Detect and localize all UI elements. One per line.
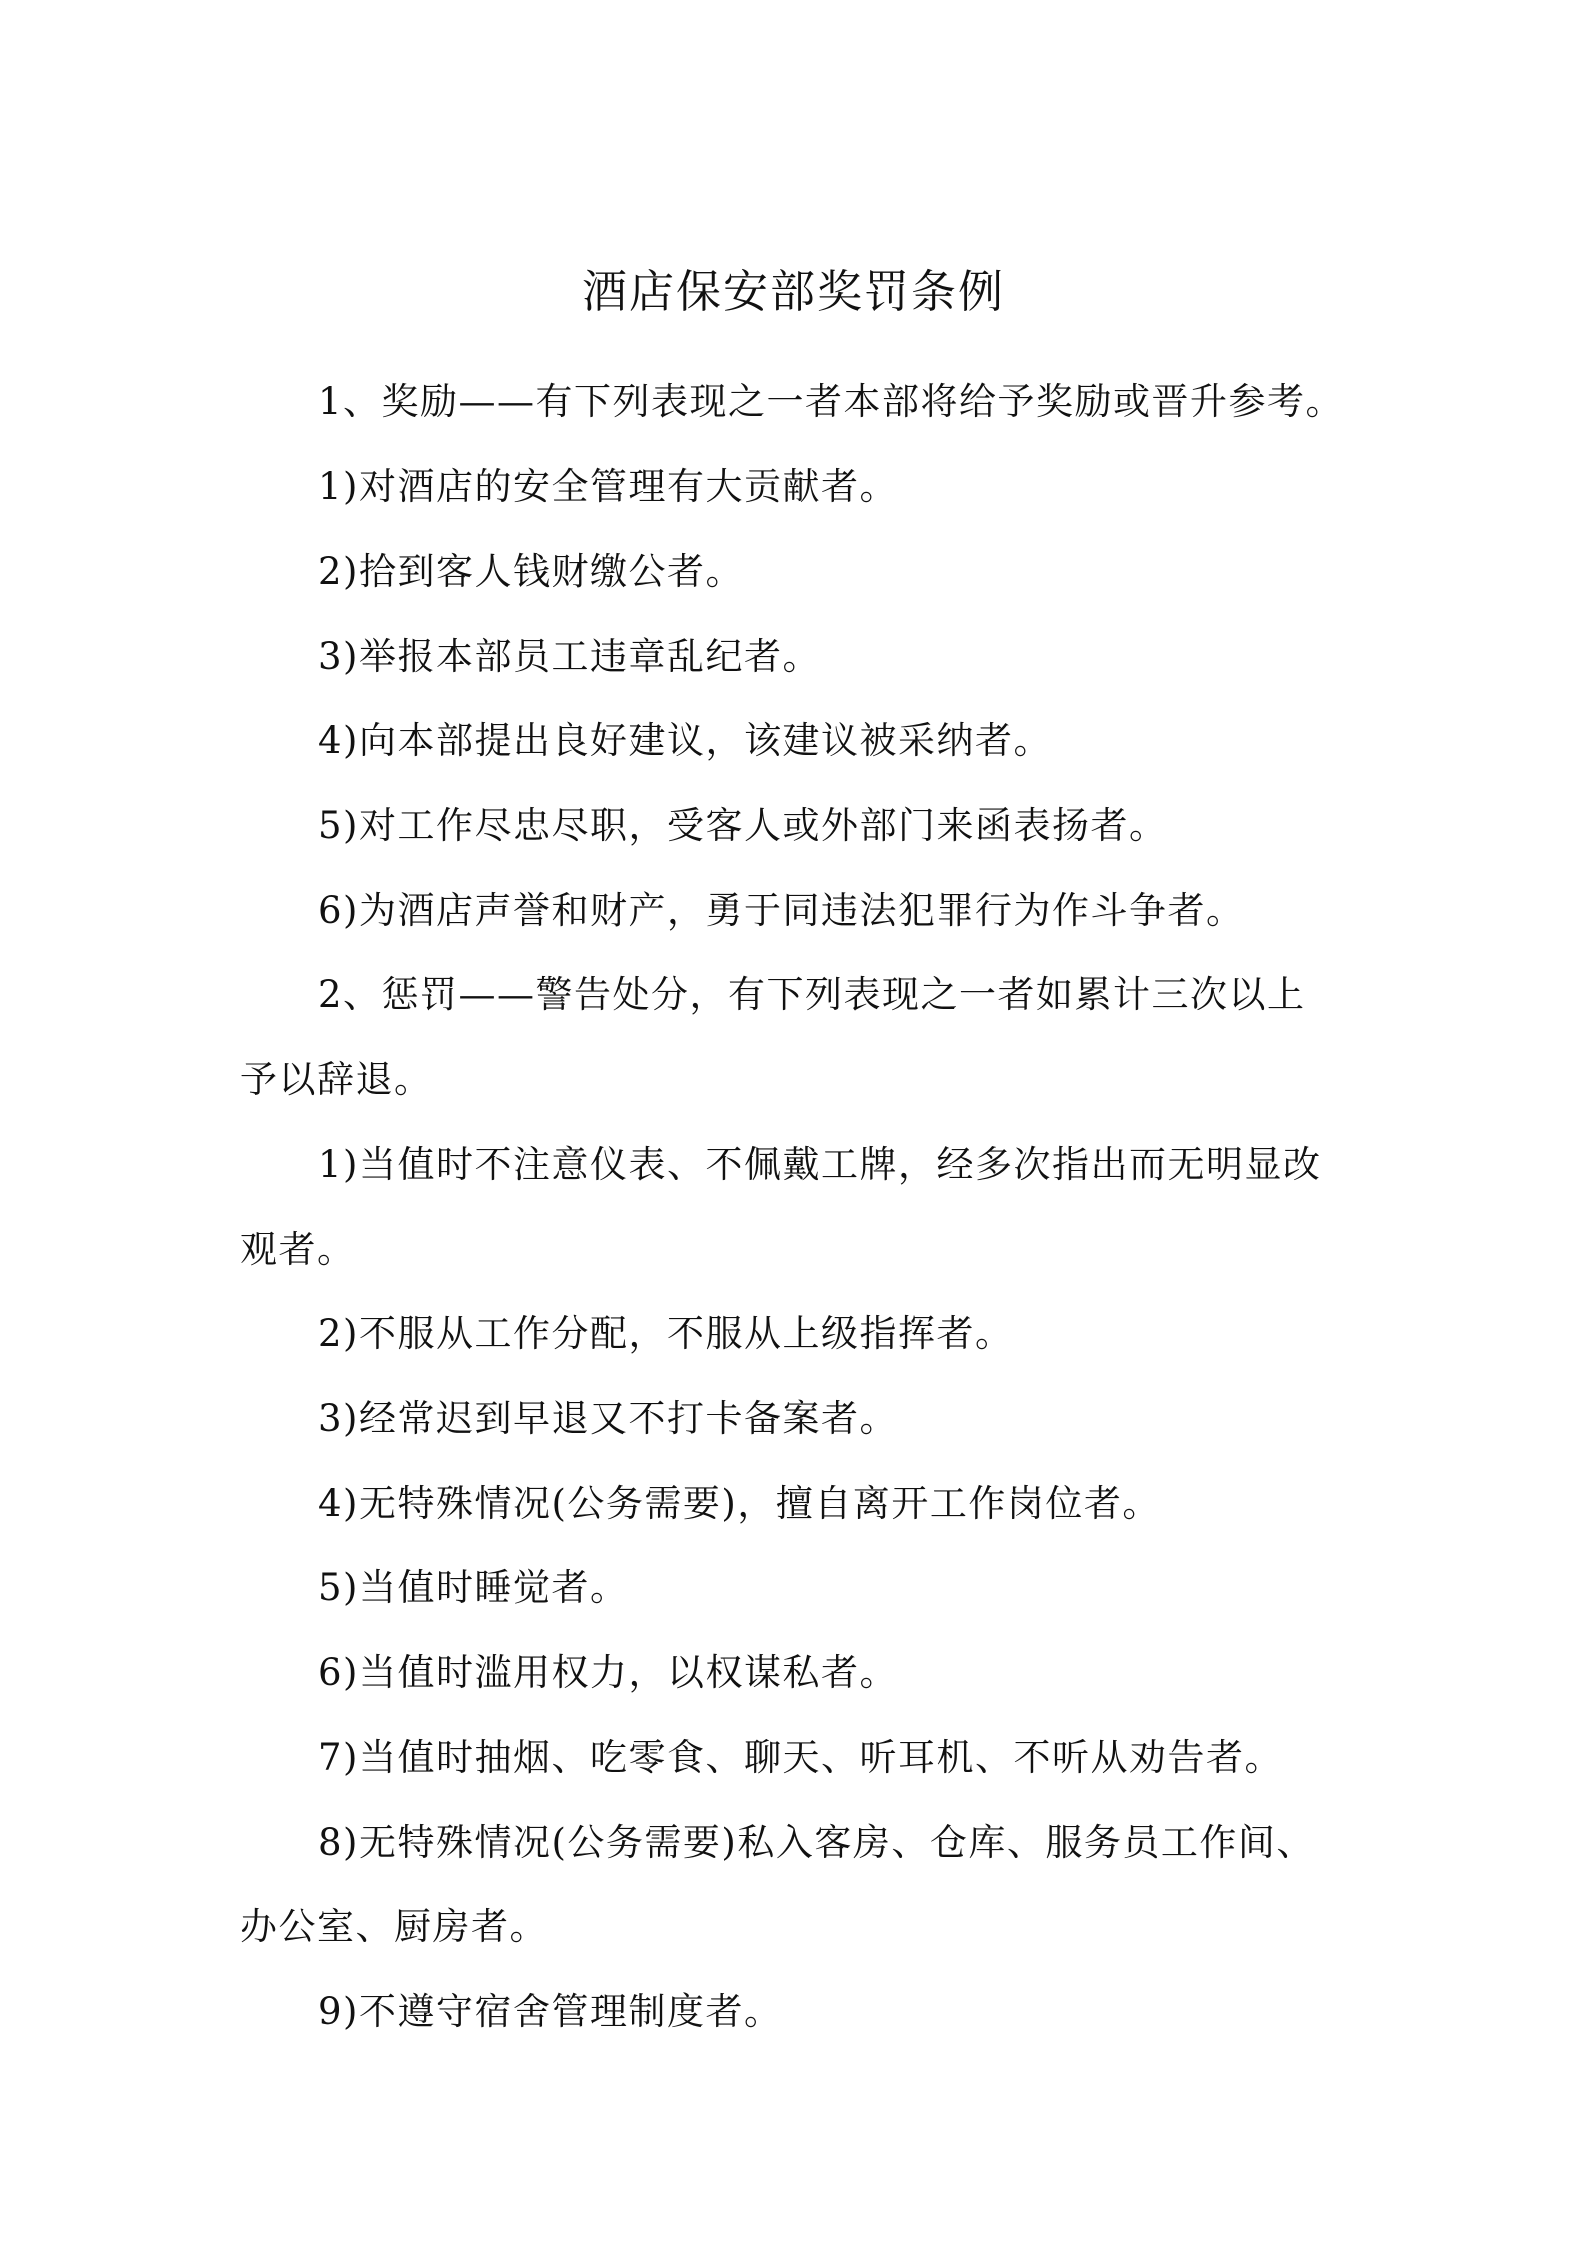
penalty-item-2: 2)不服从工作分配，不服从上级指挥者。 xyxy=(318,1312,1014,1355)
penalty-item-1: 1)当值时不注意仪表、不佩戴工牌，经多次指出而无明显改 xyxy=(318,1143,1322,1186)
section-heading-rewards: 1、奖励——有下列表现之一者本部将给予奖励或晋升参考。 xyxy=(318,380,1345,423)
reward-item-3: 3)举报本部员工违章乱纪者。 xyxy=(318,635,821,678)
penalty-item-6: 6)当值时滥用权力，以权谋私者。 xyxy=(318,1651,898,1694)
document-title: 酒店保安部奖罚条例 xyxy=(581,265,1005,318)
penalty-item-9: 9)不遵守宿舍管理制度者。 xyxy=(318,1990,783,2033)
penalty-item-8: 8)无特殊情况(公务需要)私入客房、仓库、服务员工作间、 xyxy=(318,1821,1315,1864)
penalty-item-8-cont: 办公室、厨房者。 xyxy=(240,1905,548,1948)
penalty-item-5: 5)当值时睡觉者。 xyxy=(318,1566,629,1609)
reward-item-2: 2)拾到客人钱财缴公者。 xyxy=(318,550,744,593)
section-heading-penalties: 2、惩罚——警告处分，有下列表现之一者如累计三次以上 xyxy=(318,973,1306,1016)
section-heading-penalties-cont: 予以辞退。 xyxy=(240,1058,433,1101)
penalty-item-7: 7)当值时抽烟、吃零食、聊天、听耳机、不听从劝告者。 xyxy=(318,1736,1283,1779)
penalty-item-3: 3)经常迟到早退又不打卡备案者。 xyxy=(318,1397,898,1440)
reward-item-1: 1)对酒店的安全管理有大贡献者。 xyxy=(318,465,898,508)
reward-item-4: 4)向本部提出良好建议，该建议被采纳者。 xyxy=(318,719,1052,762)
reward-item-6: 6)为酒店声誉和财产，勇于同违法犯罪行为作斗争者。 xyxy=(318,889,1245,932)
penalty-item-1-cont: 观者。 xyxy=(240,1228,356,1271)
penalty-item-4: 4)无特殊情况(公务需要)，擅自离开工作岗位者。 xyxy=(318,1482,1161,1525)
reward-item-5: 5)对工作尽忠尽职，受客人或外部门来函表扬者。 xyxy=(318,804,1168,847)
